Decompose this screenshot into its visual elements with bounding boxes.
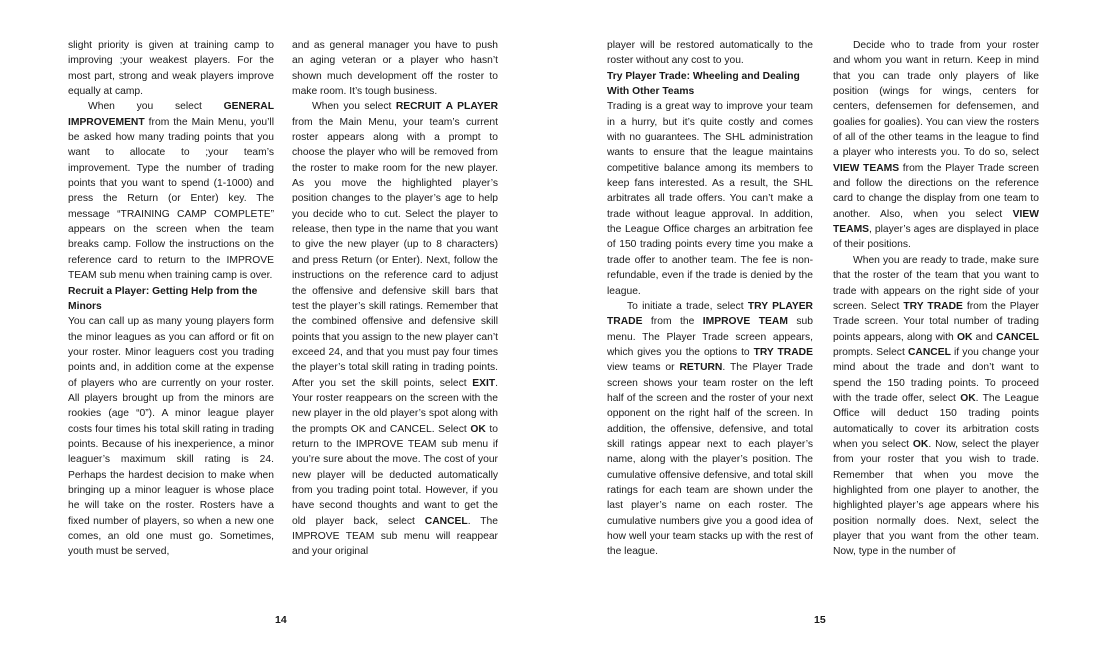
paragraph <box>833 253 1039 560</box>
page15-column-2 <box>833 38 1039 560</box>
bold-term: IMPROVE TEAM <box>702 316 788 328</box>
bold-term: CANCEL <box>996 331 1040 343</box>
text: Decide who to trade from your roster and whom you want in return. Keep in mind that you can trade only players of like position (wings for wings, centers for centers, defensemen for defensemen, and goalies for goalies). You can view the rosters of all of the other teams in the league to find a player who interests you. To do so, select <box>833 40 1039 159</box>
text: . Now, select the player from your roster that you wish to trade. Remember that when you move the highlighted from one player to another, the highlighted player’s age appears where his position normally does. Next, select the player that you want from the other team. Now, type in the number of <box>833 438 1040 558</box>
paragraph <box>607 99 813 298</box>
text: and <box>972 331 997 343</box>
text: from the Main Menu, your team’s current roster appears along with a prompt to choose the player who will be removed from the roster to make room for the new player. As you move the highlighted player’s position changes to the player’s age to help you decide who to cut. Select the player to release, then type in the name that you want to give the new player (up to 8 characters) and press Return (or Enter). Next, follow the instructions on the reference card to adjust the offensive and defensive skill bars that test the player’s skill ratings. Remember that the combined offensive and defensive skill points that you assign to the new player can’t exceed 24, and that you must pay four times the player’s total skill rating in trading points. After you set the skill points, select <box>292 116 498 389</box>
text: To initiate a trade, select <box>627 300 748 312</box>
text: from the Player Trade screen. Your total number of trading points appears, along with <box>833 300 1039 343</box>
text: . The League Office will deduct 150 trading points automatically to cover its arbitration costs when you select <box>833 392 1040 450</box>
bold-term: OK <box>957 331 973 343</box>
text: When you are ready to trade, make sure that the roster of the team that you want to trade with appears on the right side of your screen. Select <box>833 254 1039 312</box>
paragraph <box>607 299 813 560</box>
paragraph <box>607 38 813 69</box>
page-number: 15 <box>814 614 826 626</box>
page14-column-2 <box>292 38 498 560</box>
paragraph <box>68 38 274 99</box>
text: , player’s ages are displayed in place of their positions. <box>833 224 1039 251</box>
paragraph <box>68 314 274 560</box>
bold-term: VIEW TEAMS <box>833 208 1039 236</box>
paragraph <box>292 38 498 99</box>
text: sub menu. The Player Trade screen appears, which gives you the options to <box>607 316 813 358</box>
bold-term: GENERAL IMPROVEMENT <box>68 101 274 128</box>
text: You can call up as many young players form the minor leagues as you can afford or fit on your roster. Minor leaguers cost you trading points and, in addition come at the expense of players who are currently on your roster. All players brought up from the minors are rookies (age “0”). A minor league player costs four times his total skill rating in trading points. Because of his inexperience, a minor leaguer’s maximum skill rating is 24. Perhaps the hardest decision to make when bringing up a minor leaguer is whose place he will take on the roster. Rosters have a fixed number of players, so when a new one comes, an old one must go. Sometimes, youth must be served, <box>68 316 274 558</box>
page14-column-1 <box>68 38 274 560</box>
bold-term: RETURN <box>679 362 723 374</box>
text: Trading is a great way to improve your team in a hurry, but it’s quite costly and comes with no guarantees. The SHL administration wants to ensure that the league maintains competitive balance among its members to keep fans interested. As a result, the SHL arbitrates all trade offers. You can’t make a trade without league approval. In addition, the League Office charges an arbitration fee of 150 trading points every time you make a trade offer to another team. The fee is non-refundable, even if the trade is denied by the league. <box>607 101 813 297</box>
bold-term: TRY TRADE <box>903 300 963 312</box>
text: and as general manager you have to push an aging veteran or a player who hasn’t shown much development off the roster to make room. It’s tough business. <box>292 40 498 98</box>
text: When you select <box>88 101 224 113</box>
text: if you change your mind about the trade and don’t want to spend the 150 trading points. To proceed with the trade offer, select <box>833 346 1039 404</box>
bold-term: CANCEL <box>907 346 951 358</box>
bold-term: OK <box>470 423 486 435</box>
text: to return to the IMPROVE TEAM sub menu if you’re sure about the move. The cost of your new player will be deducted automatically from you trading point total. However, if you have second thoughts and want to get the old player back, select <box>292 423 499 527</box>
bold-term: OK <box>960 392 976 404</box>
bold-term: CANCEL <box>424 515 468 527</box>
text: slight priority is given at training camp to improving ;your weakest players. For the most part, strong and weak players improve equally at camp. <box>68 40 274 98</box>
paragraph <box>292 99 498 559</box>
text: view teams or <box>607 362 680 374</box>
text: from the Main Menu, you’ll be asked how many trading points that you want to allocate to ;your team’s improvement. Type the number of trading points that you want to spend (1-1000) and press the Return (or Enter) key. The message “TRAINING CAMP COMPLETE” appears on the screen when the team breaks camp. Follow the instructions on the reference card to return to the IMPROVE TEAM sub menu when training camp is over. <box>68 116 274 282</box>
page15-column-1 <box>607 38 813 560</box>
bold-term: TRY PLAYER TRADE <box>607 300 813 328</box>
text: When you select <box>312 101 396 113</box>
text: . The IMPROVE TEAM sub menu will reappear and your original <box>292 515 498 558</box>
paragraph <box>833 38 1039 253</box>
text: from the Player Trade screen and follow the directions on the reference card to change the display from one team to another. Also, when you select <box>833 162 1039 220</box>
text: from the <box>642 316 703 328</box>
bold-term: TRY TRADE <box>753 346 813 358</box>
page-number: 14 <box>275 614 287 626</box>
text: player will be restored automatically to the roster without any cost to you. <box>607 40 813 67</box>
text: . The Player Trade screen shows your team roster on the left half of the screen and the roster of your next opponent on the right half of the screen. In addition, the offensive, defensive, and total skill ratings appear next to each player’s name, along with the player’s position. The cumulative offensive defensive, and total skill ratings for each team are shown under the last player’s name on each roster. The cumulative numbers give you a good idea of how well your team stacks up with the rest of the league. <box>607 362 813 558</box>
text: . Your roster reappears on the screen with the new player in the old player’s spot along with the prompts OK and CANCEL. Select <box>292 377 498 435</box>
bold-term: VIEW TEAMS <box>833 162 900 174</box>
section-heading: Try Player Trade: Wheeling and Dealing With Other Teams <box>607 70 800 98</box>
paragraph <box>68 99 274 283</box>
bold-term: EXIT <box>472 377 496 389</box>
bold-term: RECRUIT A PLAYER <box>395 101 499 113</box>
section-heading: Recruit a Player: Getting Help from the Minors <box>68 285 258 312</box>
bold-term: OK <box>912 438 929 450</box>
text: prompts. Select <box>833 346 908 358</box>
